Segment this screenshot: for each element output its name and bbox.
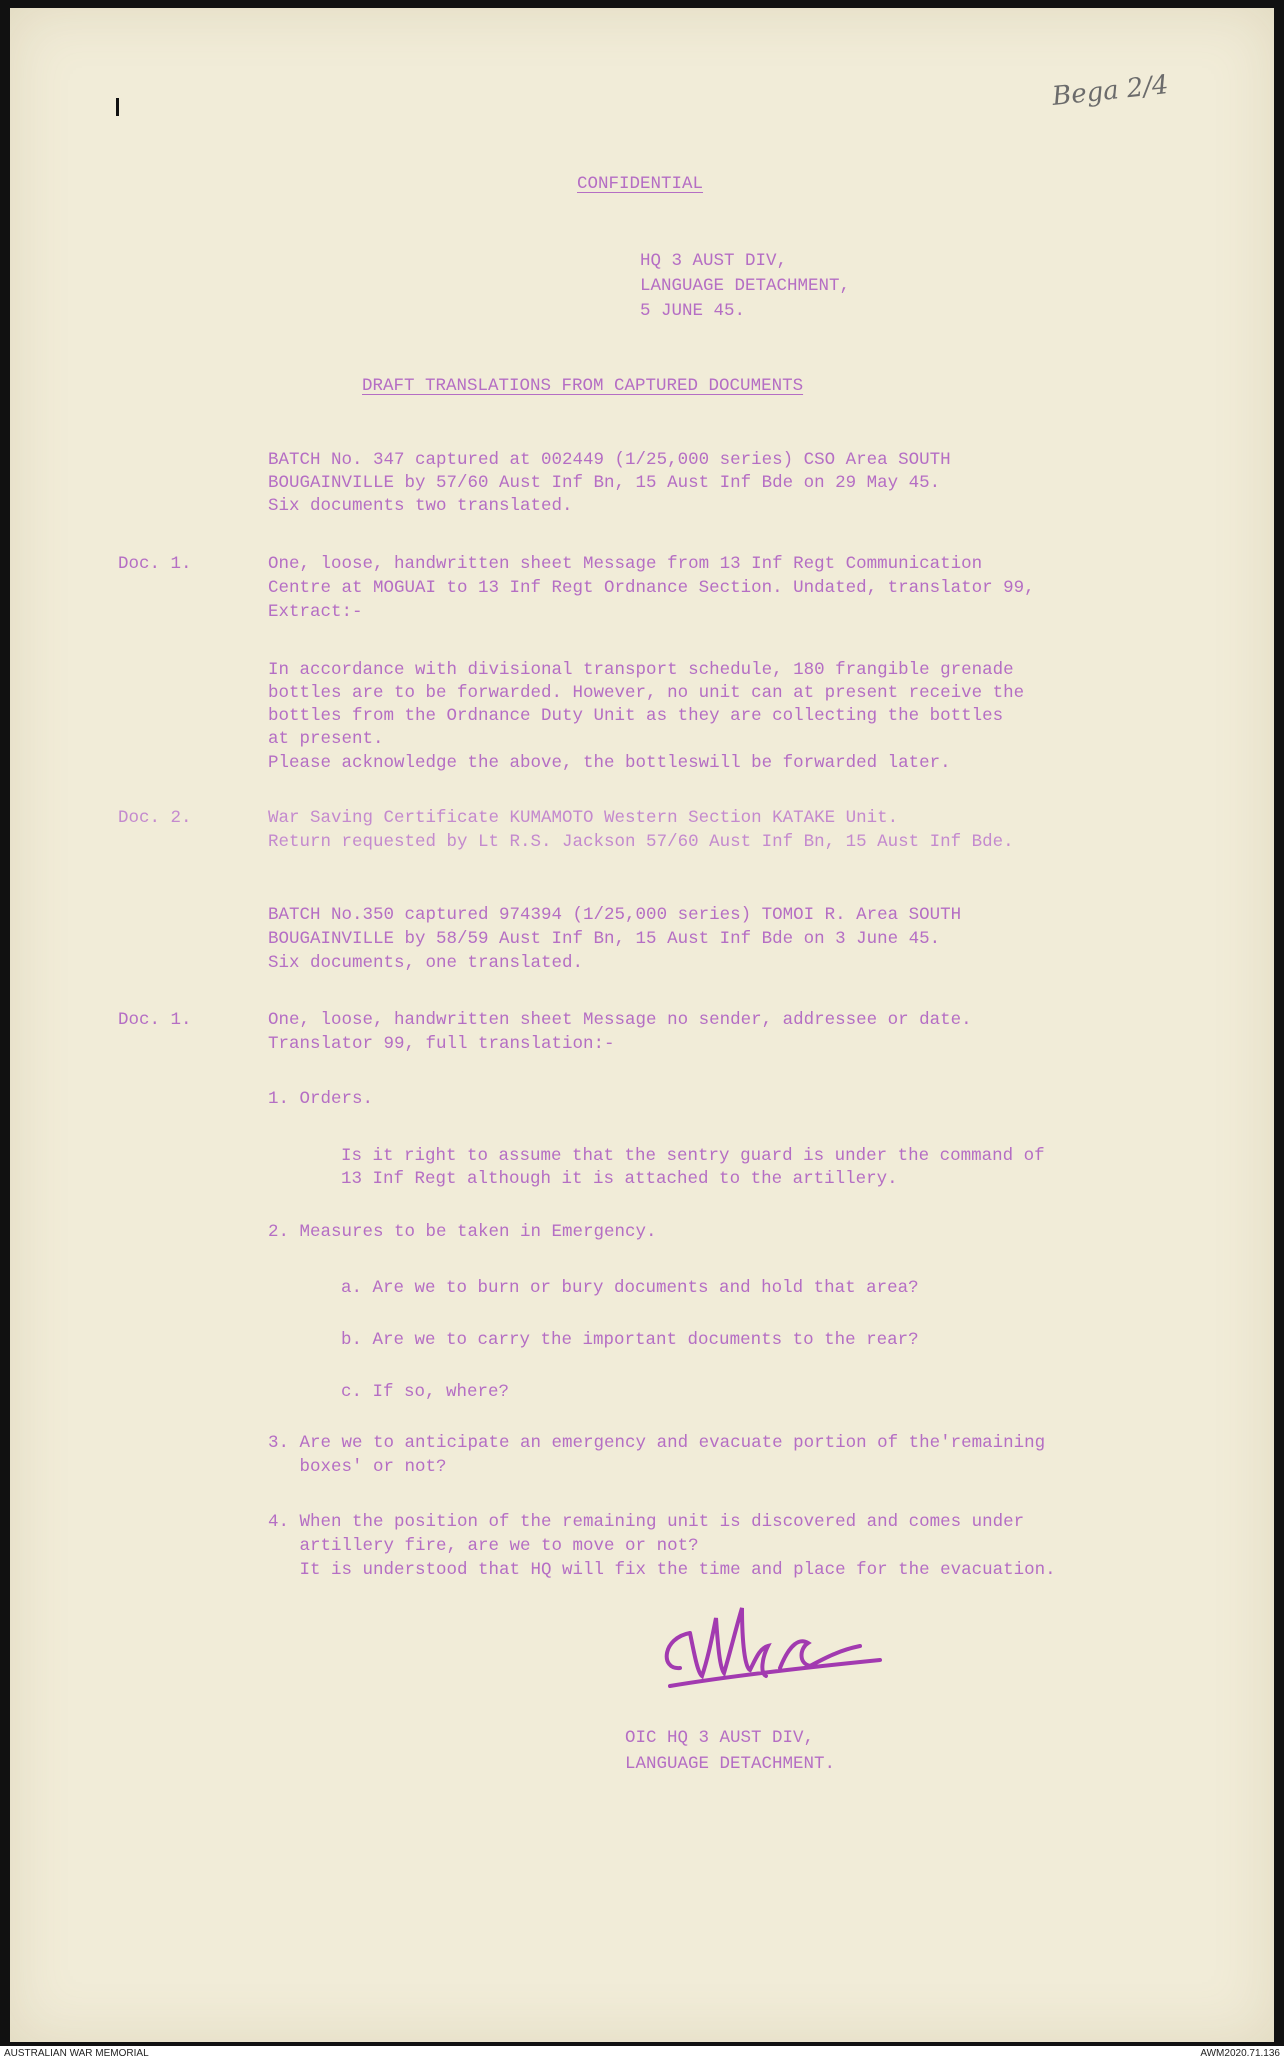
batch2-line-2: BOUGAINVILLE by 58/59 Aust Inf Bn, 15 Aust Inf Bde on 3 June 45.: [268, 929, 941, 949]
batch1-doc1-line-2: Centre at MOGUAI to 13 Inf Regt Ordnance Section. Undated, translator 99,: [268, 578, 1035, 598]
batch1-doc1-label: Doc. 1.: [118, 554, 192, 574]
extract-line-3: bottles from the Ordnance Duty Unit as they are collecting the bottles: [268, 706, 1004, 726]
from-line-1: HQ 3 AUST DIV,: [640, 251, 788, 271]
batch1-line-1: BATCH No. 347 captured at 002449 (1/25,000 series) CSO Area SOUTH: [268, 450, 951, 470]
from-line-3: 5 JUNE 45.: [640, 301, 746, 321]
item1-line-1: Is it right to assume that the sentry guard is under the command of: [341, 1146, 1045, 1166]
item4-line-1: 4. When the position of the remaining unit is discovered and comes under: [268, 1512, 1025, 1532]
batch1-doc1-line-3: Extract:-: [268, 602, 363, 622]
batch1-line-3: Six documents two translated.: [268, 496, 573, 516]
item4-line-2: artillery fire, are we to move or not?: [268, 1536, 699, 1556]
archive-footer: [0, 2046, 1284, 2061]
document-title: DRAFT TRANSLATIONS FROM CAPTURED DOCUMENTS: [362, 376, 804, 396]
item2-b: b. Are we to carry the important documents to the rear?: [341, 1330, 919, 1350]
item1-heading: 1. Orders.: [268, 1089, 374, 1109]
signature-block-line-2: LANGUAGE DETACHMENT.: [625, 1754, 836, 1774]
footer-left-text: AUSTRALIAN WAR MEMORIAL: [4, 2048, 149, 2059]
handwritten-signature: [650, 1598, 890, 1708]
batch2-doc1-label: Doc. 1.: [118, 1010, 192, 1030]
staple-mark: [116, 98, 119, 116]
batch1-doc2-line-1: War Saving Certificate KUMAMOTO Western Section KATAKE Unit.: [268, 808, 899, 828]
batch1-doc1-line-1: One, loose, handwritten sheet Message from 13 Inf Regt Communication: [268, 554, 983, 574]
batch2-line-3: Six documents, one translated.: [268, 953, 584, 973]
batch2-doc1-line-2: Translator 99, full translation:-: [268, 1034, 615, 1054]
extract-line-1: In accordance with divisional transport schedule, 180 frangible grenade: [268, 660, 1014, 680]
item2-c: c. If so, where?: [341, 1382, 510, 1402]
item1-line-2: 13 Inf Regt although it is attached to the artillery.: [341, 1169, 898, 1189]
item3-line-1: 3. Are we to anticipate an emergency and evacuate portion of the'remaining: [268, 1433, 1046, 1453]
document-page: [10, 8, 1274, 2042]
confidential-heading: CONFIDENTIAL: [577, 174, 704, 194]
batch1-doc2-line-2: Return requested by Lt R.S. Jackson 57/60 Aust Inf Bn, 15 Aust Inf Bde.: [268, 832, 1014, 852]
batch2-line-1: BATCH No.350 captured 974394 (1/25,000 series) TOMOI R. Area SOUTH: [268, 905, 962, 925]
corner-pencil-note: Bega 2/4: [1050, 69, 1170, 113]
extract-line-4: at present.: [268, 729, 384, 749]
item2-a: a. Are we to burn or bury documents and hold that area?: [341, 1278, 919, 1298]
batch1-doc2-label: Doc. 2.: [118, 808, 192, 828]
from-line-2: LANGUAGE DETACHMENT,: [640, 276, 851, 296]
item2-heading: 2. Measures to be taken in Emergency.: [268, 1222, 657, 1242]
item3-line-2: boxes' or not?: [268, 1457, 447, 1477]
batch2-doc1-line-1: One, loose, handwritten sheet Message no sender, addressee or date.: [268, 1010, 972, 1030]
batch1-line-2: BOUGAINVILLE by 57/60 Aust Inf Bn, 15 Aust Inf Bde on 29 May 45.: [268, 473, 941, 493]
signature-block-line-1: OIC HQ 3 AUST DIV,: [625, 1728, 815, 1748]
extract-line-2: bottles are to be forwarded. However, no unit can at present receive the: [268, 683, 1025, 703]
item4-line-3: It is understood that HQ will fix the time and place for the evacuation.: [268, 1560, 1056, 1580]
extract-line-5: Please acknowledge the above, the bottleswill be forwarded later.: [268, 753, 951, 773]
footer-right-text: AWM2020.71.136: [1200, 2048, 1280, 2059]
